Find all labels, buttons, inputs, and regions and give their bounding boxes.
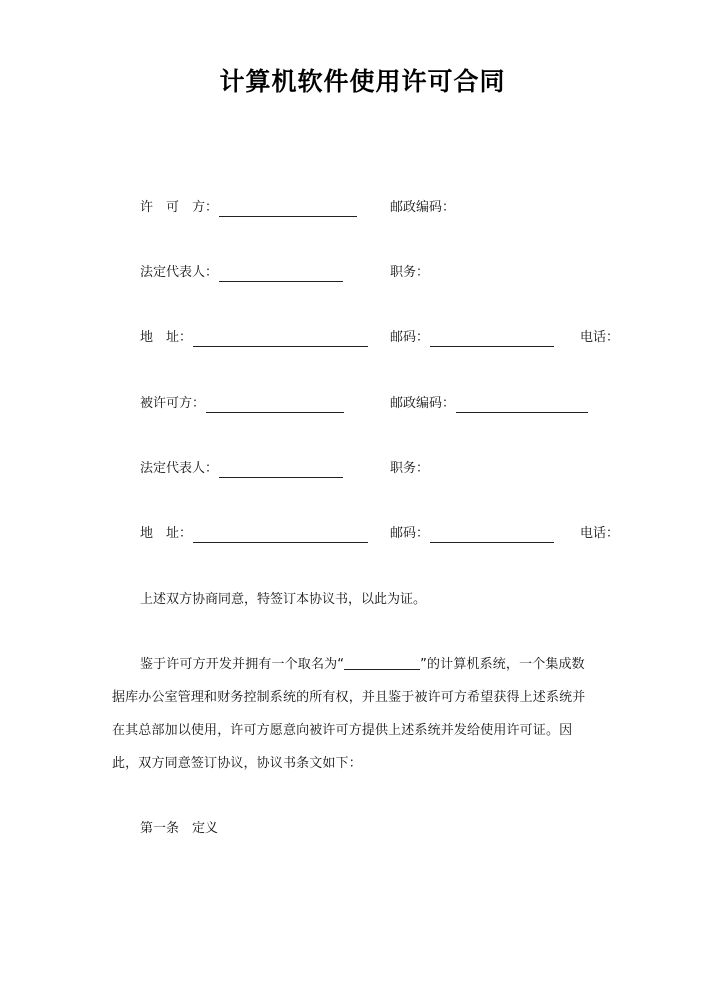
licensor-rep-row bbox=[140, 264, 620, 282]
licensor-zip-label: 邮码： bbox=[390, 330, 430, 345]
system-name-blank[interactable] bbox=[344, 656, 420, 670]
licensee-phone-field bbox=[580, 525, 619, 543]
licensor-name-field bbox=[140, 199, 357, 217]
licensee-rep-label: 法定代表人： bbox=[140, 461, 219, 476]
licensor-position-field bbox=[390, 264, 429, 282]
licensor-name-label: 许 可 方： bbox=[140, 200, 219, 215]
licensor-address-blank[interactable] bbox=[193, 332, 368, 347]
licensor-name-row bbox=[140, 199, 620, 217]
licensee-postcode-blank[interactable] bbox=[456, 398, 588, 413]
whereas-line-1 bbox=[140, 656, 585, 674]
licensor-rep-label: 法定代表人： bbox=[140, 265, 219, 280]
licensor-address-field bbox=[140, 329, 368, 347]
licensee-phone-label: 电话： bbox=[580, 526, 620, 541]
licensee-postcode-field bbox=[390, 395, 588, 413]
licensor-phone-label: 电话： bbox=[580, 330, 620, 345]
licensee-zip-field bbox=[390, 525, 554, 543]
licensor-zip-field bbox=[390, 329, 554, 347]
licensee-name-field bbox=[140, 395, 344, 413]
licensor-address-label: 地 址： bbox=[140, 330, 193, 345]
licensor-postcode-label: 邮政编码： bbox=[390, 200, 456, 215]
document-title: 计算机软件使用许可合同 bbox=[219, 67, 506, 96]
section-one-heading: 第一条 定义 bbox=[140, 821, 219, 836]
licensee-name-blank[interactable] bbox=[206, 398, 344, 413]
agreement-statement: 上述双方协商同意，特签订本协议书，以此为证。 bbox=[140, 592, 427, 607]
licensee-address-label: 地 址： bbox=[140, 526, 193, 541]
licensee-position-field bbox=[390, 460, 429, 478]
whereas-line-4: 此，双方同意签订协议，协议书条文如下： bbox=[112, 756, 362, 771]
licensee-name-label: 被许可方： bbox=[140, 396, 206, 411]
licensee-postcode-label: 邮政编码： bbox=[390, 396, 456, 411]
licensee-zip-label: 邮码： bbox=[390, 526, 430, 541]
licensor-rep-blank[interactable] bbox=[219, 267, 343, 282]
licensor-zip-blank[interactable] bbox=[430, 332, 554, 347]
whereas-line-1-before: 鉴于许可方开发并拥有一个取名为“ bbox=[140, 657, 345, 672]
whereas-line-2: 据库办公室管理和财务控制系统的所有权，并且鉴于被许可方希望获得上述系统并 bbox=[112, 690, 586, 705]
licensor-phone-field bbox=[580, 329, 619, 347]
licensee-rep-row bbox=[140, 460, 620, 478]
licensor-address-row bbox=[140, 329, 620, 347]
licensee-rep-field bbox=[140, 460, 343, 478]
licensee-address-blank[interactable] bbox=[193, 528, 368, 543]
licensee-address-row bbox=[140, 525, 620, 543]
licensor-name-blank[interactable] bbox=[219, 202, 357, 217]
licensor-position-label: 职务： bbox=[390, 265, 430, 280]
whereas-paragraph bbox=[112, 656, 642, 776]
licensee-name-row bbox=[140, 395, 620, 413]
licensee-rep-blank[interactable] bbox=[219, 463, 343, 478]
licensee-position-label: 职务： bbox=[390, 461, 430, 476]
whereas-line-3: 在其总部加以使用，许可方愿意向被许可方提供上述系统并发给使用许可证。因 bbox=[112, 723, 573, 738]
licensee-address-field bbox=[140, 525, 368, 543]
licensor-rep-field bbox=[140, 264, 343, 282]
licensor-postcode-field bbox=[390, 199, 455, 217]
whereas-line-1-after: ”的计算机系统，一个集成数 bbox=[420, 657, 585, 672]
licensee-zip-blank[interactable] bbox=[430, 528, 554, 543]
